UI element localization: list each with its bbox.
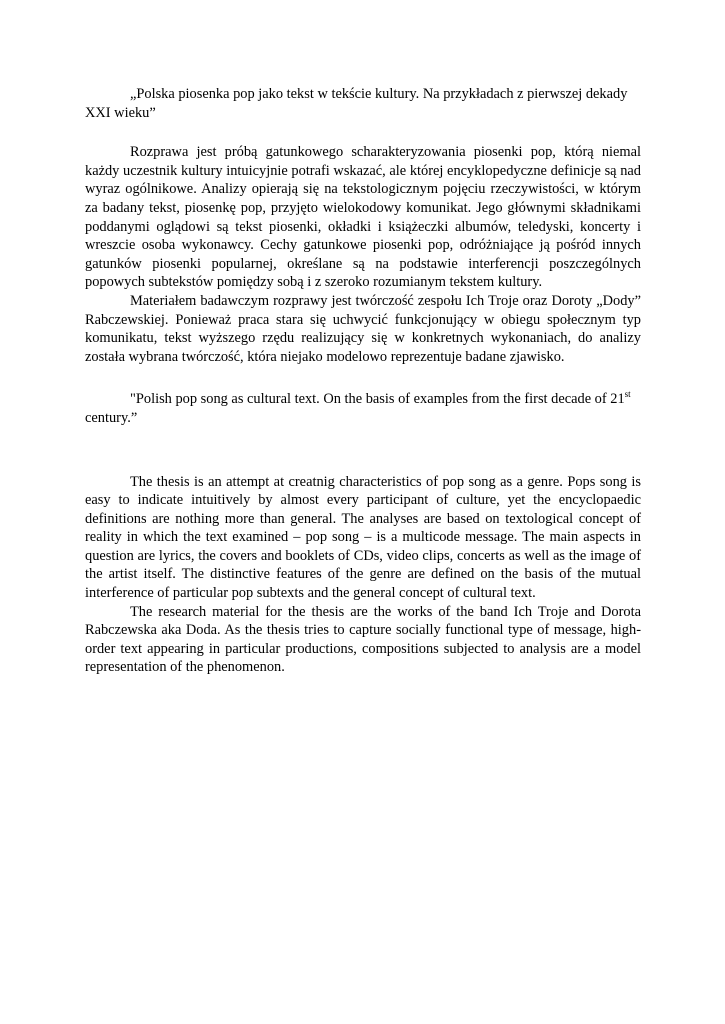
english-abstract-paragraph-1: The thesis is an attempt at creatnig characteristics of pop song as a genre. Pops song is easy to indicate intuitively by almost every participant of culture, yet the encyclopaedic definitions are nothing more than general. The analyses are based on textological concept of reality in which the text examined – pop song – is a multicode message. The main aspects in question are lyrics, the covers and booklets of CDs, video clips, concerts as well as the image of the artist itself. The distinctive features of the genre are defined on the basis of the mutual interference of particular pop subtexts and the general concept of cultural text. — [85, 473, 641, 602]
english-title-end: century.” — [85, 409, 138, 426]
polish-abstract-paragraph-2: Materiałem badawczym rozprawy jest twórczość zespołu Ich Troje oraz Doroty „Dody” Rabczewskiej. Ponieważ praca stara się uchwycić funkcjonujący w obiegu społecznym typ komunikatu, tekst wyższego rzędu realizujący się w konkretnych wykonaniach, do analizy została wybrana twórczość, która niejako modelowo reprezentuje badane zjawisko. — [85, 292, 641, 365]
spacer — [85, 428, 641, 473]
spacer — [85, 366, 641, 390]
spacer — [85, 122, 641, 143]
english-title — [85, 390, 641, 427]
english-abstract-paragraph-2: The research material for the thesis are the works of the band Ich Troje and Dorota Rabczewska aka Doda. As the thesis tries to capture socially functional type of message, high-order text appearing in particular productions, compositions subjected to analysis are a model representation of the phenomenon. — [85, 603, 641, 676]
english-title-text: "Polish pop song as cultural text. On the basis of examples from the first decade of 21 — [130, 391, 625, 408]
english-title-superscript: st — [624, 389, 631, 400]
polish-abstract-paragraph-1: Rozprawa jest próbą gatunkowego scharakteryzowania piosenki pop, którą niemal każdy uczestnik kultury intuicyjnie potrafi wskazać, ale której encyklopedyczne definicje są nad wyraz ogólnikowe. Analizy opierają się na tekstologicznym pojęciu rzeczywistości, w którym za badany tekst, piosenkę pop, przyjęto wielokodowy komunikat. Jego głównymi składnikami poddanymi oglądowi są tekst piosenki, okładki i książeczki albumów, teledyski, koncerty i wreszcie osoba wykonawcy. Cechy gatunkowe piosenki pop, odróżniające ją pośród innych gatunków piosenki popularnej, określane są na podstawie interferencji poszczególnych popowych subtekstów pomiędzy sobą i z szeroko rozumianym tekstem kultury. — [85, 144, 641, 291]
document-body — [85, 85, 641, 677]
polish-title: „Polska piosenka pop jako tekst w tekście kultury. Na przykładach z pierwszej dekady XXI wieku” — [85, 86, 628, 121]
